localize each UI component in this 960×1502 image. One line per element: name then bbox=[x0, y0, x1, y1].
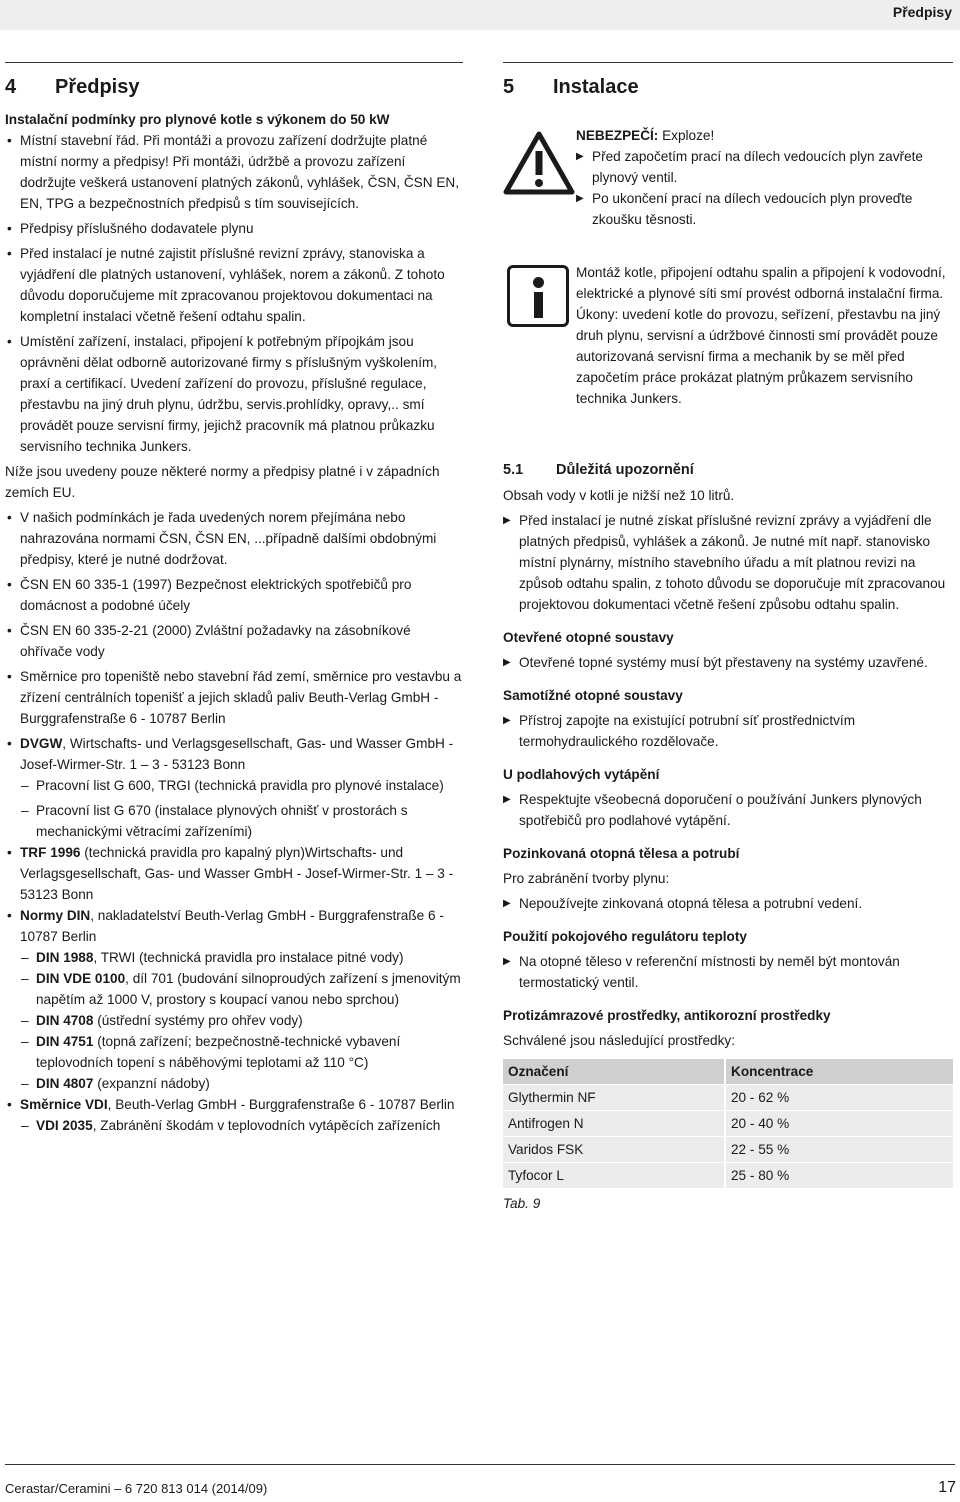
subsection-number: 5.1 bbox=[503, 462, 524, 478]
danger-title bbox=[576, 125, 948, 146]
table-row bbox=[503, 1163, 953, 1189]
list-item: • Před instalací je nutné zajistit příslušné revizní zprávy, stanoviska a vyjádření dle platných ustanovení, vyhlášek, norem a zákonů. Z tohoto důvodu doporučujeme mít zpracovanou projektovou dokumentaci na kompletní instalaci včetně řešení odtahu spalin. bbox=[5, 243, 462, 327]
column-header: Označení bbox=[503, 1059, 725, 1085]
norm-code: DIN 1988 bbox=[36, 950, 94, 965]
list-item: • Umístění zařízení, instalaci, připojení k potřebným přípojkám jsou oprávněni dělat odborně autorizované firmy s příslušným vyškolením, praxí a certifikací. Uvedení zařízení do provozu, příslušné regulace, přestavbu na jiný druh plynu, údržbu, servis.prohlídky, opravy,.. smí provádět pouze servisní firmy, jejichž pracovník má platnou průkazku servisního technika Junkers. bbox=[5, 331, 462, 457]
instruction-list bbox=[503, 652, 953, 673]
antifreeze-table bbox=[503, 1059, 953, 1189]
list-item: • Předpisy příslušného dodavatele plynu bbox=[5, 218, 462, 239]
subsection-heading bbox=[503, 460, 953, 481]
instruction-list bbox=[503, 893, 953, 914]
dash-list bbox=[5, 1115, 462, 1136]
danger-steps bbox=[576, 146, 948, 230]
table-row bbox=[503, 1111, 953, 1137]
sub-item bbox=[5, 1073, 462, 1094]
page-header bbox=[0, 0, 960, 30]
table-cell: 20 - 62 % bbox=[725, 1085, 953, 1111]
norm-code: DIN 4751 bbox=[36, 1034, 94, 1049]
norm-text: (technická pravidla pro kapalný plyn)Wirtschafts- und Verlagsgesellschaft, Gas- und Wasser GmbH - Josef-Wirmer-Str. 1 – 3 - 53123 Bonn bbox=[20, 845, 454, 902]
list-item: • V našich podmínkách je řada uvedených norem přejímána nebo nahrazována normami ČSN, ČSN EN, ...případně dalšími obdobnými předpisy, které je nutné dodržovat. bbox=[5, 507, 462, 570]
dash-list bbox=[5, 775, 462, 842]
room-thermostat-heading: Použití pokojového regulátoru teploty bbox=[503, 929, 747, 944]
norm-text: (topná zařízení; bezpečnostně-technické vybavení teplovodních topení s náběhovými teplotami až 110 °C) bbox=[36, 1034, 401, 1070]
danger-label: NEBEZPEČÍ: bbox=[576, 128, 659, 143]
section-number: 4 bbox=[5, 76, 17, 98]
norm-code: DIN 4708 bbox=[36, 1013, 94, 1028]
table-cell: Glythermin NF bbox=[503, 1085, 725, 1111]
list-item-din bbox=[5, 905, 462, 1094]
info-text: Montáž kotle, připojení odtahu spalin a připojení k vodovodní, elektrické a plynové síti smí provést odborná instalační firma. Úkony: uvedení kotle do provozu, seřízení, přestavbu na jiný druh plynu, servisní a údržbové činnosti smí provádět pouze autorizovaná servisní firma a mechanik by se měl před započetím práce prokázat platným průkazem servisního technika Junkers. bbox=[576, 265, 946, 406]
section-number: 5 bbox=[503, 76, 515, 98]
instruction-list bbox=[503, 951, 953, 993]
list-item: ▶ Nepoužívejte zinkovaná otopná tělesa a potrubní vedení. bbox=[503, 893, 953, 914]
subheading: Instalační podmínky pro plynové kotle s výkonem do 50 kW bbox=[5, 112, 390, 127]
section-title: Předpisy bbox=[55, 76, 140, 98]
sub-item bbox=[5, 947, 462, 968]
sub-item bbox=[5, 1010, 462, 1031]
list-item: • Místní stavební řád. Při montáži a provozu zařízení dodržujte platné místní normy a předpisy! Při montáži, údržbě a provozu zařízení dodržujte veškerá ustanovení platných zákonů, vyhlášek, ČSN, ČSN EN, EN, TPG a bezpečnostních předpisů s tím souvisejících. bbox=[5, 130, 462, 214]
right-column bbox=[503, 68, 953, 1214]
section-title: Instalace bbox=[553, 76, 639, 98]
column-header: Koncentrace bbox=[725, 1059, 953, 1085]
subsection-title: Důležitá upozornění bbox=[556, 462, 694, 478]
norm-text: , Zabránění škodám v teplovodních vytápěcích zařízeních bbox=[92, 1118, 441, 1133]
norm-text: , Beuth-Verlag GmbH - Burggrafenstraße 6 - 10787 Berlin bbox=[107, 1097, 455, 1112]
floor-heating-heading: U podlahových vytápění bbox=[503, 767, 660, 782]
list-item: ▶ Po ukončení prací na dílech vedoucích plyn proveďte zkoušku těsnosti. bbox=[576, 188, 948, 230]
sub-item bbox=[5, 1115, 462, 1136]
table-cell: Antifrogen N bbox=[503, 1111, 725, 1137]
danger-notice bbox=[503, 125, 953, 245]
galvanized-intro: Pro zabránění tvorby plynu: bbox=[503, 871, 670, 886]
danger-text bbox=[576, 125, 948, 230]
norm-code: DIN 4807 bbox=[36, 1076, 94, 1091]
list-item-trf bbox=[5, 842, 462, 905]
norm-text: , nakladatelství Beuth-Verlag GmbH - Burggrafenstraße 6 - 10787 Berlin bbox=[20, 908, 444, 944]
table-cell: Varidos FSK bbox=[503, 1137, 725, 1163]
water-content-text: Obsah vody v kotli je nižší než 10 litrů. bbox=[503, 488, 735, 503]
list-item: ▶ Na otopné těleso v referenční místnosti by neměl být montován termostatický ventil. bbox=[503, 951, 953, 993]
instruction-list bbox=[503, 710, 953, 752]
norms-intro-paragraph: Níže jsou uvedeny pouze některé normy a předpisy platné i v západních zemích EU. bbox=[5, 464, 440, 500]
list-item: ▶ Před započetím prací na dílech vedoucích plyn zavřete plynový ventil. bbox=[576, 146, 948, 188]
sub-item: – Pracovní list G 600, TRGI (technická pravidla pro plynové instalace) bbox=[5, 775, 462, 796]
norm-text: (expanzní nádoby) bbox=[93, 1076, 210, 1091]
danger-subject: Exploze! bbox=[658, 128, 715, 143]
sub-item bbox=[5, 1031, 462, 1073]
table-cell: 22 - 55 % bbox=[725, 1137, 953, 1163]
sub-item: – Pracovní list G 670 (instalace plynových ohnišť v prostorách s mechanickými větracími zařízeními) bbox=[5, 800, 462, 842]
table-cell: 20 - 40 % bbox=[725, 1111, 953, 1137]
table-caption: Tab. 9 bbox=[503, 1196, 541, 1211]
galvanized-heading: Pozinkovaná otopná tělesa a potrubí bbox=[503, 846, 740, 861]
header-title: Předpisy bbox=[892, 4, 952, 20]
norm-code: TRF 1996 bbox=[20, 845, 81, 860]
info-icon bbox=[507, 265, 569, 327]
footer-document-id: Cerastar/Ceramini – 6 720 813 014 (2014/09) bbox=[5, 1481, 268, 1496]
table-cell: Tyfocor L bbox=[503, 1163, 725, 1189]
page-number: 17 bbox=[938, 1479, 956, 1496]
table-header-row bbox=[503, 1059, 953, 1085]
table-cell: 25 - 80 % bbox=[725, 1163, 953, 1189]
info-notice bbox=[503, 262, 953, 442]
list-item-dvgw bbox=[5, 733, 462, 842]
footer-divider bbox=[5, 1464, 955, 1465]
norm-code: Směrnice VDI bbox=[20, 1097, 108, 1112]
list-item: ▶ Přístroj zapojte na existující potrubní síť prostřednictvím termohydraulického rozdělovače. bbox=[503, 710, 953, 752]
norm-code: Normy DIN bbox=[20, 908, 91, 923]
norm-code: DIN VDE 0100 bbox=[36, 971, 126, 986]
bullet-list-norms bbox=[5, 507, 462, 1136]
sub-item bbox=[5, 968, 462, 1010]
list-item: ▶ Před instalací je nutné získat příslušné revizní zprávy a vyjádření dle platných předpisů, vyhlášek a zákonů. Je nutné mít např. stanovisko místní plynárny, místního stavebního úřadu a mít platnou revizi na způsob odtahu spalin, z tohoto důvodu se doporučuje mít zpracovanou projektovou dokumentaci včetně řešení způsobu odtahu spalin. bbox=[503, 510, 953, 615]
antifreeze-heading: Protizámrazové prostředky, antikorozní prostředky bbox=[503, 1008, 831, 1023]
warning-triangle-icon bbox=[503, 131, 575, 195]
norm-text: (ústřední systémy pro ohřev vody) bbox=[93, 1013, 303, 1028]
list-item-vdi bbox=[5, 1094, 462, 1136]
left-column bbox=[5, 68, 462, 1136]
section-5-heading bbox=[503, 75, 953, 99]
bullet-list-requirements bbox=[5, 130, 462, 457]
list-item: ▶ Otevřené topné systémy musí být přestaveny na systémy uzavřené. bbox=[503, 652, 953, 673]
norm-text: , díl 701 (budování silnoproudých zařízení s jmenovitým napětím až 1000 V, prostory s koupací vanou nebo sprchou) bbox=[36, 971, 461, 1007]
table-row bbox=[503, 1137, 953, 1163]
norm-text: , Wirtschafts- und Verlagsgesellschaft, Gas- und Wasser GmbH - Josef-Wirmer-Str. 1 – 3 - 53123 Bonn bbox=[20, 736, 454, 772]
instruction-list bbox=[503, 789, 953, 831]
norm-code: VDI 2035 bbox=[36, 1118, 93, 1133]
list-item: • Směrnice pro topeniště nebo stavební řád zemí, směrnice pro vestavbu a zřízení centrálních topenišť a jejich skladů paliv Beuth-Verlag GmbH - Burggrafenstraße 6 - 10787 Berlin bbox=[5, 666, 462, 729]
norm-text: , TRWI (technická pravidla pro instalace pitné vody) bbox=[93, 950, 404, 965]
section-4-heading bbox=[5, 75, 462, 99]
list-item: • ČSN EN 60 335-2-21 (2000) Zvláštní požadavky na zásobníkové ohřívače vody bbox=[5, 620, 462, 662]
norm-code: DVGW bbox=[20, 736, 63, 751]
table-row bbox=[503, 1085, 953, 1111]
list-item: ▶ Respektujte všeobecná doporučení o používání Junkers plynových spotřebičů pro podlahové vytápění. bbox=[503, 789, 953, 831]
instruction-list bbox=[503, 510, 953, 615]
antifreeze-intro: Schválené jsou následující prostředky: bbox=[503, 1033, 735, 1048]
open-systems-heading: Otevřené otopné soustavy bbox=[503, 630, 674, 645]
gravity-systems-heading: Samotížné otopné soustavy bbox=[503, 688, 683, 703]
dash-list bbox=[5, 947, 462, 1094]
list-item: • ČSN EN 60 335-1 (1997) Bezpečnost elektrických spotřebičů pro domácnost a podobné účely bbox=[5, 574, 462, 616]
